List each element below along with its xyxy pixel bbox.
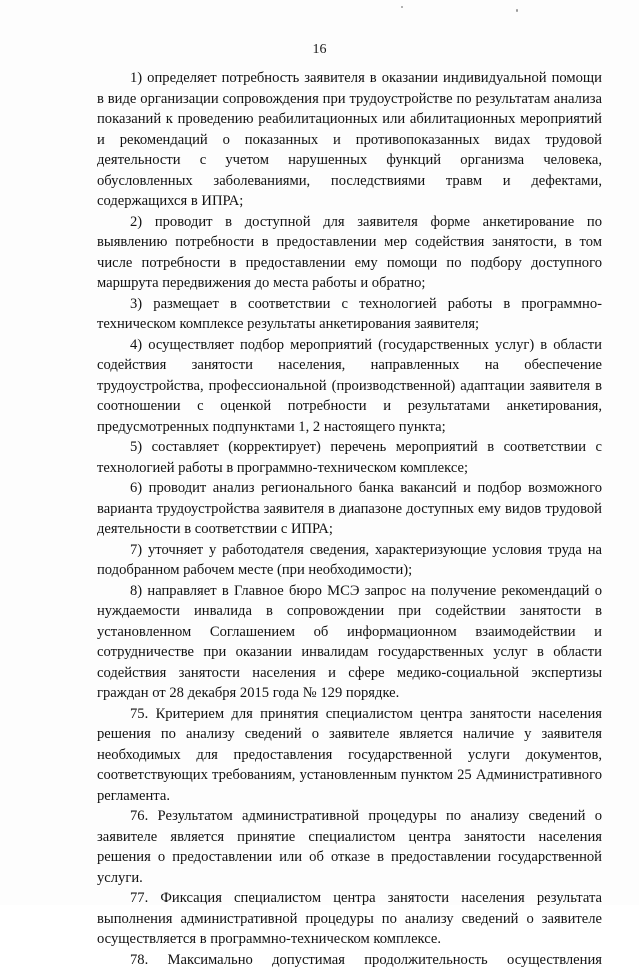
paragraph-subitem-5: 5) составляет (корректирует) перечень мероприятий в соответствии с технологией работы в программно-техническом комплексе; (97, 437, 602, 478)
paragraph-subitem-1: 1) определяет потребность заявителя в оказании индивидуальной помощи в виде организации сопровождения при трудоустройстве по результатам анализа показаний к проведению реабилитационных или абилитационных мероприятий и рекомендаций о показанных и противопоказанных видах трудовой деятельности с учетом нарушенных функций организма человека, обусловленных заболеваниями, последствиями травм и дефектами, содержащихся в ИПРА; (97, 68, 602, 212)
paragraph-subitem-7: 7) уточняет у работодателя сведения, характеризующие условия труда на подобранном рабочем месте (при необходимости); (97, 540, 602, 581)
paragraph-subitem-4: 4) осуществляет подбор мероприятий (государственных услуг) в области содействия занятости населения, направленных на обеспечение трудоустройства, профессиональной (производственной) адаптации заявителя в соотношении с оценкой потребности и результатами анкетирования, предусмотренных подпунктами 1, 2 настоящего пункта; (97, 335, 602, 438)
paragraph-subitem-6: 6) проводит анализ регионального банка вакансий и подбор возможного варианта трудоустройства заявителя в диапазоне доступных ему видов трудовой деятельности в соответствии с ИПРА; (97, 478, 602, 540)
scan-speck (401, 6, 403, 8)
paragraph-subitem-3: 3) размещает в соответствии с технологией работы в программно-техническом комплексе результаты анкетирования заявителя; (97, 294, 602, 335)
paragraph-77: 77. Фиксация специалистом центра занятости населения результата выполнения административной процедуры по анализу сведений о заявителе осуществляется в программно-техническом комплексе. (97, 888, 602, 950)
paragraph-subitem-2: 2) проводит в доступной для заявителя форме анкетирование по выявлению потребности в предоставлении мер содействия занятости, в том числе потребности в предоставлении ему помощи по подбору доступного маршрута передвижения до места работы и обратно; (97, 212, 602, 294)
paragraph-subitem-8: 8) направляет в Главное бюро МСЭ запрос на получение рекомендаций о нуждаемости инвалида в сопровождении при содействии занятости в установленном Соглашением об информационном взаимодействии и сотрудничестве при оказании инвалидам государственных услуг в области содействия занятости населения и сфере медико-социальной экспертизы граждан от 28 декабря 2015 года № 129 порядке. (97, 581, 602, 704)
paragraph-75: 75. Критерием для принятия специалистом центра занятости населения решения по анализу сведений о заявителе является наличие у заявителя необходимых для предоставления государственной услуги документов, соответствующих требованиям, установленным пунктом 25 Административного регламента. (97, 704, 602, 807)
page-number: 16 (0, 42, 639, 58)
paragraph-78: 78. Максимально допустимая продолжительность осуществления (97, 950, 602, 970)
paragraph-76: 76. Результатом административной процедуры по анализу сведений о заявителе является принятие специалистом центра занятости населения решения о предоставлении или об отказе в предоставлении государственной услуги. (97, 806, 602, 888)
scan-speck (516, 9, 518, 12)
document-body (97, 68, 602, 970)
